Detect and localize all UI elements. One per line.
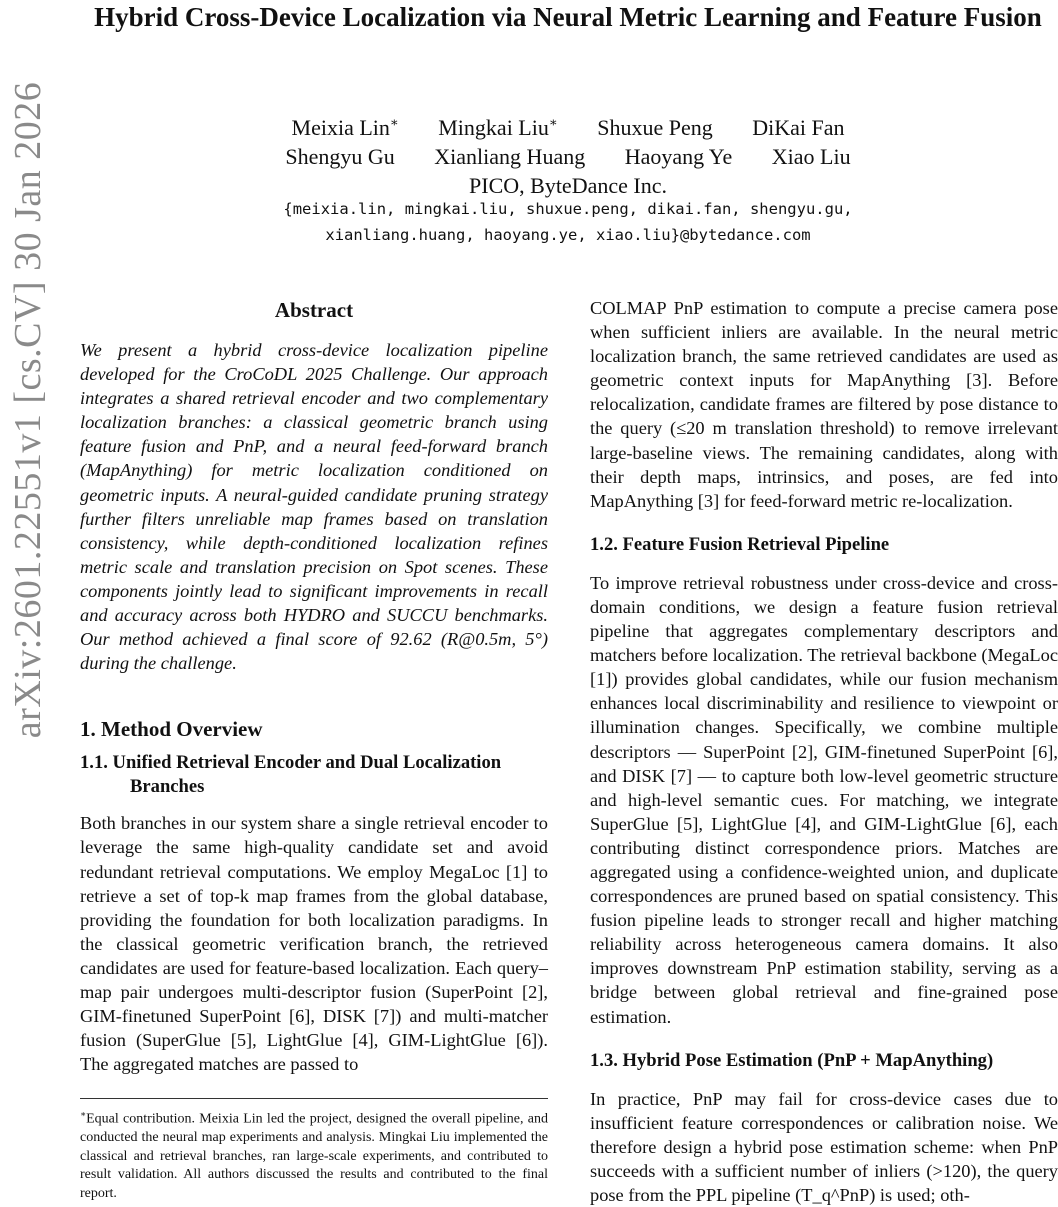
author: Meixia Lin∗ — [291, 115, 399, 141]
subsection-heading: 1.3. Hybrid Pose Estimation (PnP + MapAnything) — [590, 1049, 994, 1071]
arxiv-id: arXiv:2601.22551v1 [cs.CV] 30 Jan 2026 — [7, 81, 49, 739]
subsection-heading: 1.2. Feature Fusion Retrieval Pipeline — [590, 533, 890, 555]
right-column — [590, 296, 1058, 1207]
affiliation: PICO, ByteDance Inc. — [469, 173, 667, 199]
author: Xiao Liu — [771, 144, 851, 170]
email-block — [80, 196, 1056, 248]
abstract-text: We present a hybrid cross-device localization pipeline developed for the CroCoDL 2025 Challenge. Our approach integrates a shared retrieval encoder and two complementary localization branches: a classical geometric branch using feature fusion and PnP, and a neural feed-forward branch (MapAnything) for metric localization conditioned on geometric inputs. A neural-guided candidate pruning strategy further filters unreliable map frames based on translation consistency, while depth-conditioned localization refines metric scale and translation precision on Spot scenes. These components jointly lead to significant improvements in recall and accuracy across both HYDRO and SUCCU benchmarks. Our method achieved a final score of 92.62 (R@0.5m, 5°) during the challenge. — [80, 340, 548, 674]
footnote-text: Equal contribution. Meixia Lin led the project, designed the overall pipeline, and conducted the neural map experiments and analysis. Mingkai Liu implemented the classical and retrieval branches, ran large-scale experiments, and contributed to result validation. All authors discussed the results and contributed to the final report. — [80, 1111, 548, 1201]
subsection-heading: 1.1. Unified Retrieval Encoder and Dual Localization Branches — [80, 752, 502, 798]
body-paragraph: Both branches in our system share a single retrieval encoder to leverage the same high-quality candidate set and avoid redundant retrieval computations. We employ MegaLoc [1] to retrieve a set of top-k map frames from the global database, providing the foundation for both localization paradigms. In the classical geometric verification branch, the retrieved candidates are used for feature-based localization. Each query–map pair undergoes multi-descriptor fusion (SuperPoint [2], GIM-finetuned SuperPoint [6], DISK [7]) and multi-matcher fusion (SuperGlue [5], LightGlue [4], GIM-LightGlue [6]). The aggregated matches are passed to — [80, 813, 548, 1075]
email-line: xianliang.huang, haoyang.ye, xiao.liu}@bytedance.com — [325, 226, 811, 244]
author-block — [80, 108, 1056, 200]
author: Shuxue Peng — [597, 115, 713, 141]
body-paragraph: In practice, PnP may fail for cross-device cases due to insufficient feature correspondences or calibration noise. We therefore design a hybrid pose estimation scheme: when PnP succeeds with a sufficient number of inliers (>120), the query pose from the PPL pipeline (T_q^PnP) is used; oth- — [590, 1088, 1058, 1205]
email-line: {meixia.lin, mingkai.liu, shuxue.peng, dikai.fan, shengyu.gu, — [283, 200, 853, 218]
section-heading: 1. Method Overview — [80, 717, 263, 742]
footnote-mark: ∗ — [80, 1109, 87, 1119]
footnote — [80, 1098, 548, 1203]
author: Haoyang Ye — [624, 144, 733, 170]
body-paragraph: To improve retrieval robustness under cross-device and cross-domain conditions, we design a feature fusion retrieval pipeline that aggregates complementary descriptors and matchers before localization. The retrieval backbone (MegaLoc [1]) provides global candidates, while our fusion mechanism enhances local discriminability and resilience to viewpoint or illumination changes. Specifically, we combine multiple descriptors — SuperPoint [2], GIM-finetuned SuperPoint [6], and DISK [7] — to capture both low-level geometric structure and high-level semantic cues. For matching, we integrate SuperGlue [5], LightGlue [4], and GIM-LightGlue [6], each contributing distinct correspondence priors. Matches are aggregated using a confidence-weighted union, and duplicate correspondences are pruned based on spatial consistency. This fusion pipeline leads to stronger recall and higher matching reliability across heterogeneous camera domains. It also improves downstream PnP estimation stability, serving as a bridge between global retrieval and fine-grained pose estimation. — [590, 572, 1058, 1027]
arxiv-sidebar — [7, 81, 49, 739]
body-paragraph: COLMAP PnP estimation to compute a precise camera pose when sufficient inliers are available. In the neural metric localization branch, the same retrieved candidates are used as geometric context inputs for MapAnything [3]. Before relocalization, candidate frames are filtered by pose distance to the query (≤20 m translation threshold) to remove irrelevant large-baseline views. The remaining candidates, along with their depth maps, intrinsics, and poses, are fed into MapAnything [3] for feed-forward metric re-localization. — [590, 298, 1058, 511]
abstract-heading: Abstract — [274, 298, 354, 322]
author: DiKai Fan — [752, 115, 845, 141]
author-row-1 — [80, 108, 1056, 142]
left-column — [80, 296, 548, 1076]
author: Mingkai Liu∗ — [438, 115, 558, 141]
author: Shengyu Gu — [285, 144, 395, 170]
author-row-2 — [80, 142, 1056, 171]
paper-title: Hybrid Cross-Device Localization via Neural Metric Learning and Feature Fusion — [94, 2, 1042, 32]
author: Xianliang Huang — [434, 144, 586, 170]
